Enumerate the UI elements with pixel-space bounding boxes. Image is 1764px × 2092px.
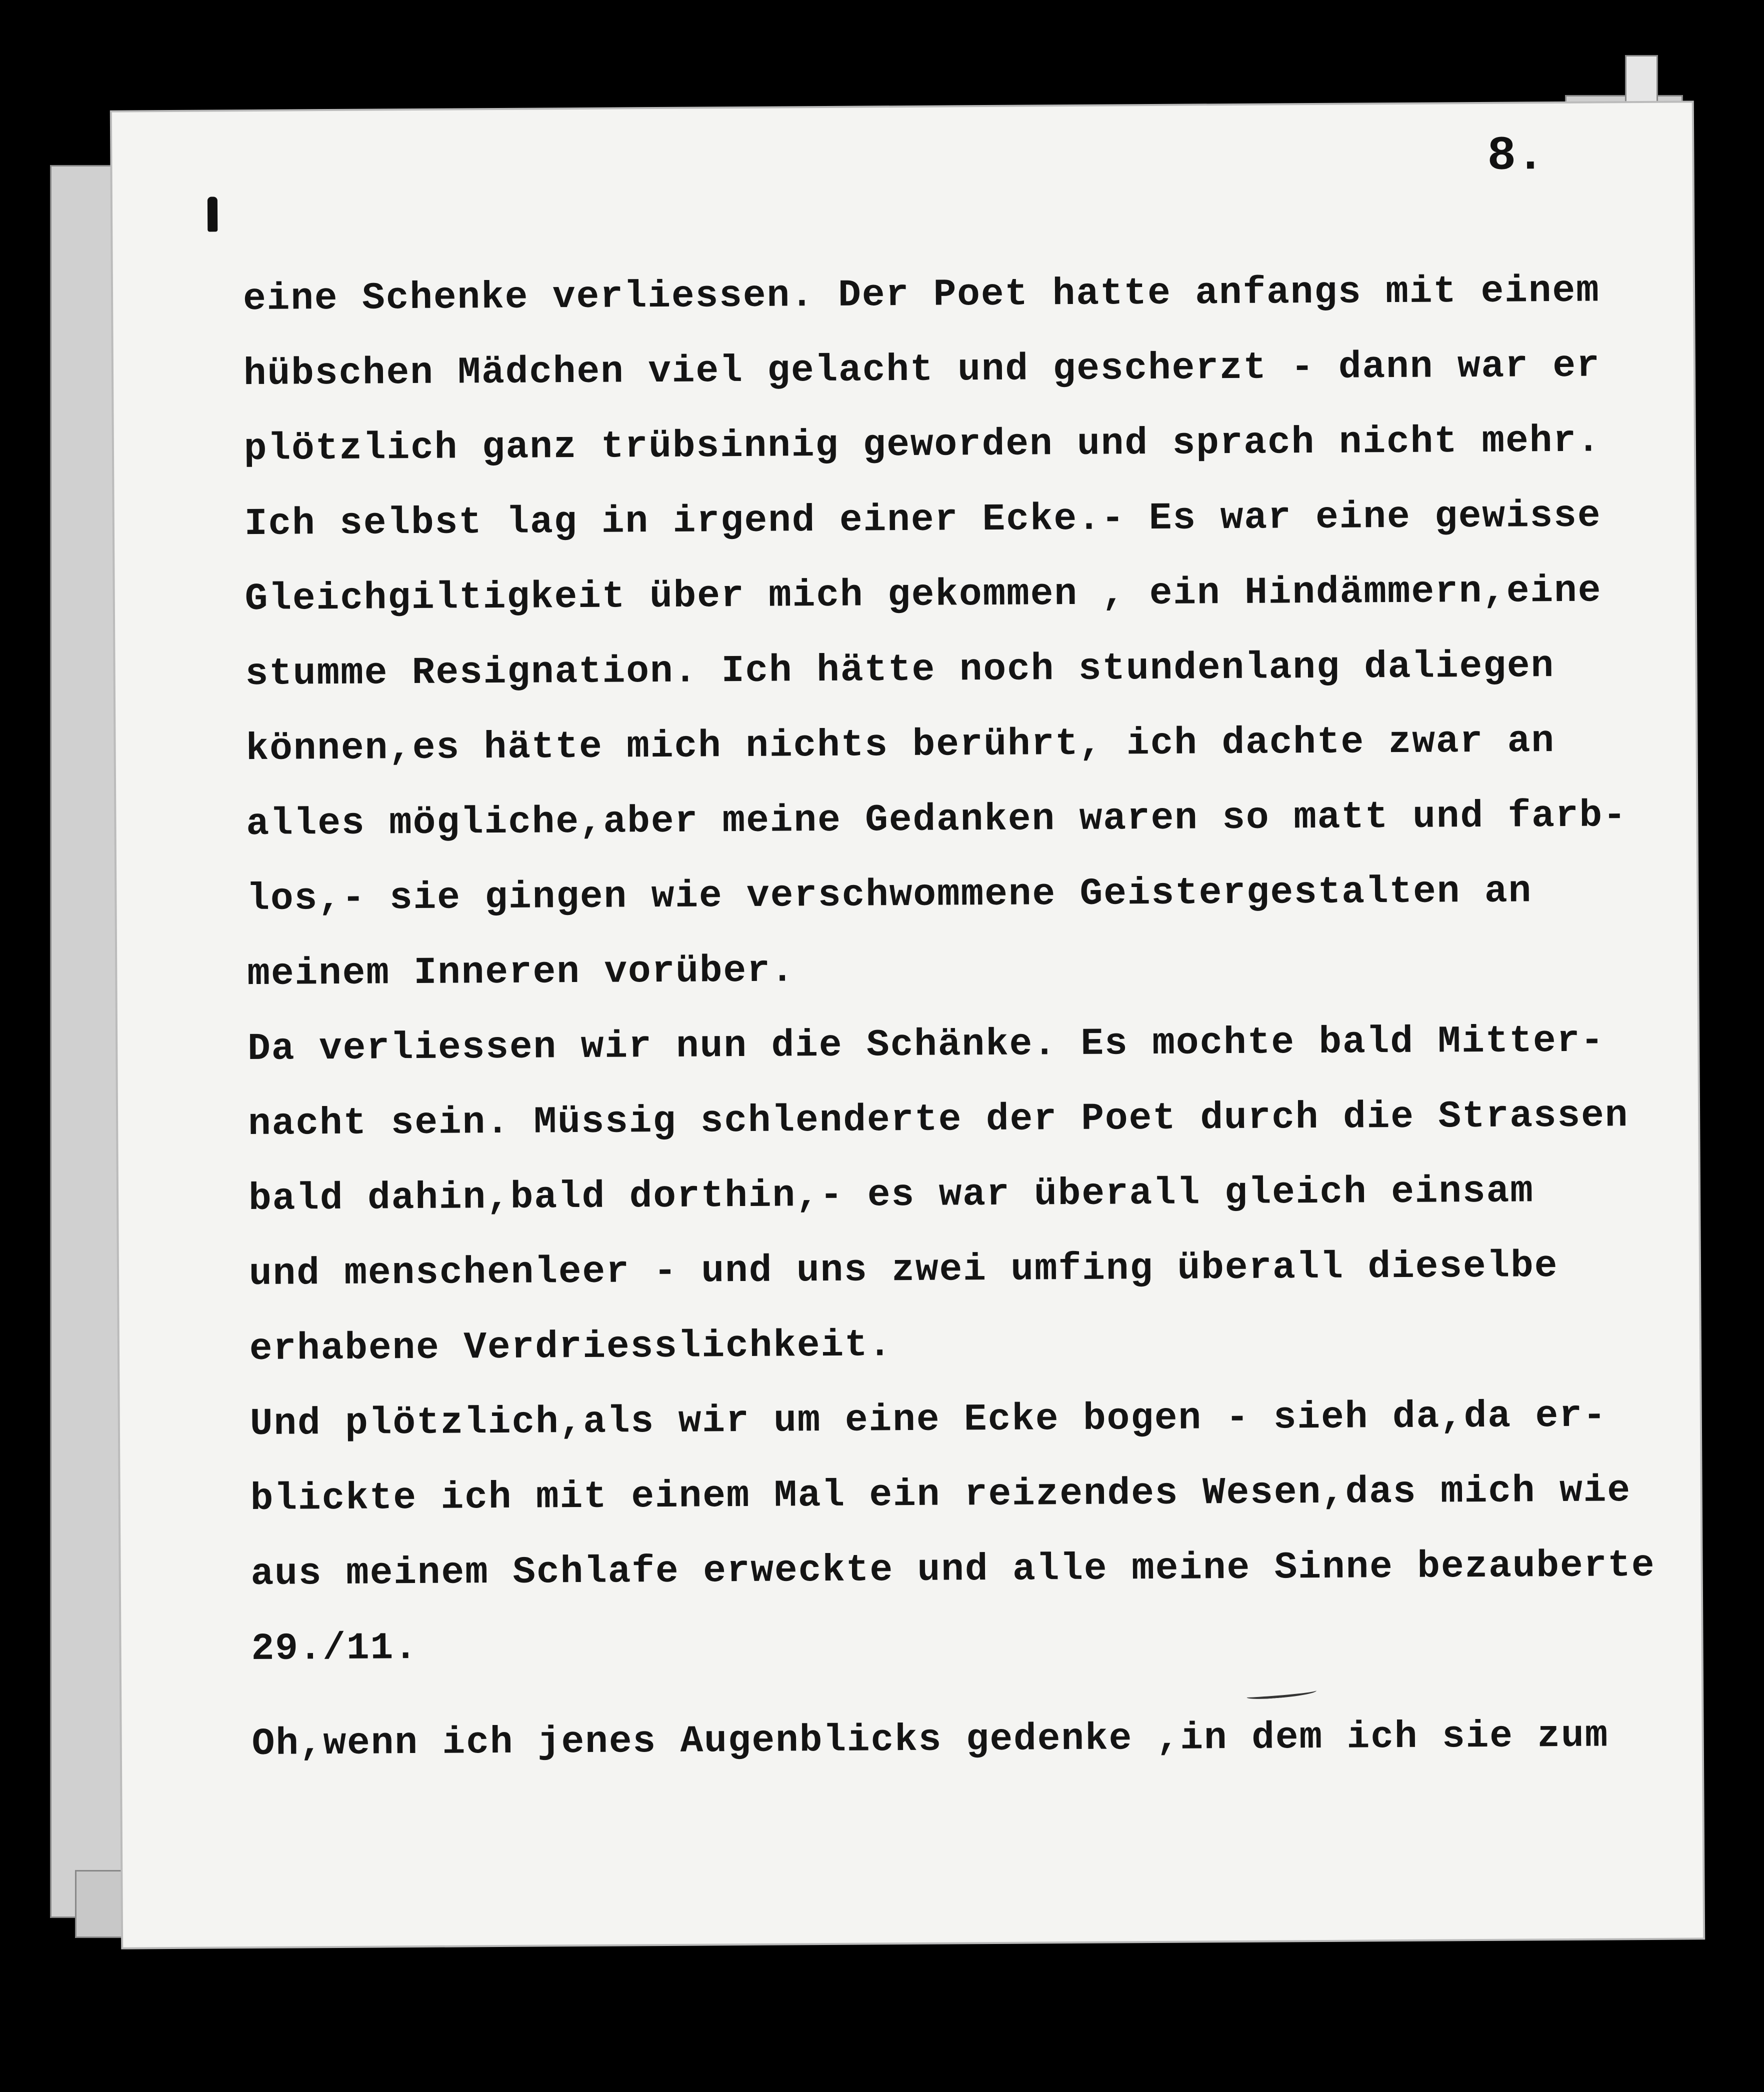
text-line: hübschen Mädchen viel gelacht und gescherzt - dann war er (243, 344, 1600, 396)
text-line: bald dahin,bald dorthin,- es war überall gleich einsam (248, 1170, 1534, 1221)
text-line: Oh,wenn ich jenes Augenblicks gedenke ,in dem ich sie zum (252, 1714, 1609, 1766)
text-line: aus meinem Schlafe erweckte und alle meine Sinne bezauberte (250, 1544, 1656, 1596)
text-line: können,es hätte mich nichts berührt, ich dachte zwar an (246, 720, 1556, 771)
date-line: 29./11. (251, 1626, 418, 1671)
text-line: alles mögliche,aber meine Gedanken waren so matt und farb- (246, 794, 1627, 846)
text-line: erhabene Verdriesslichkeit. (249, 1324, 892, 1371)
text-line: Ich selbst lag in irgend einer Ecke.- Es war eine gewisse (244, 494, 1602, 546)
text-line: Da verliessen wir nun die Schänke. Es mochte bald Mitter- (248, 1019, 1605, 1071)
text-line: los,- sie gingen wie verschwommene Geistergestalten an (246, 870, 1532, 921)
text-line: und menschenleer - und uns zwei umfing überall dieselbe (248, 1244, 1558, 1296)
text-line: blickte ich mit einem Mal ein reizendes Wesen,das mich wie (250, 1469, 1632, 1521)
text-line: Gleichgiltigkeit über mich gekommen , ein Hindämmern,eine (244, 569, 1602, 621)
margin-ink-mark (208, 196, 218, 232)
text-line: stumme Resignation. Ich hätte noch stundenlang daliegen (245, 644, 1555, 696)
text-line: Und plötzlich,als wir um eine Ecke bogen - sieh da,da er- (250, 1394, 1607, 1446)
text-line: meinem Inneren vorüber. (247, 949, 795, 996)
page-number: 8. (1487, 128, 1545, 184)
text-line: eine Schenke verliessen. Der Poet hatte anfangs mit einem (242, 269, 1600, 321)
text-line: nacht sein. Müssig schlenderte der Poet durch die Strassen (248, 1094, 1629, 1146)
text-line: plötzlich ganz trübsinnig geworden und sprach nicht mehr. (244, 419, 1601, 471)
typed-page (112, 102, 1703, 1947)
body-text (243, 252, 1702, 1782)
